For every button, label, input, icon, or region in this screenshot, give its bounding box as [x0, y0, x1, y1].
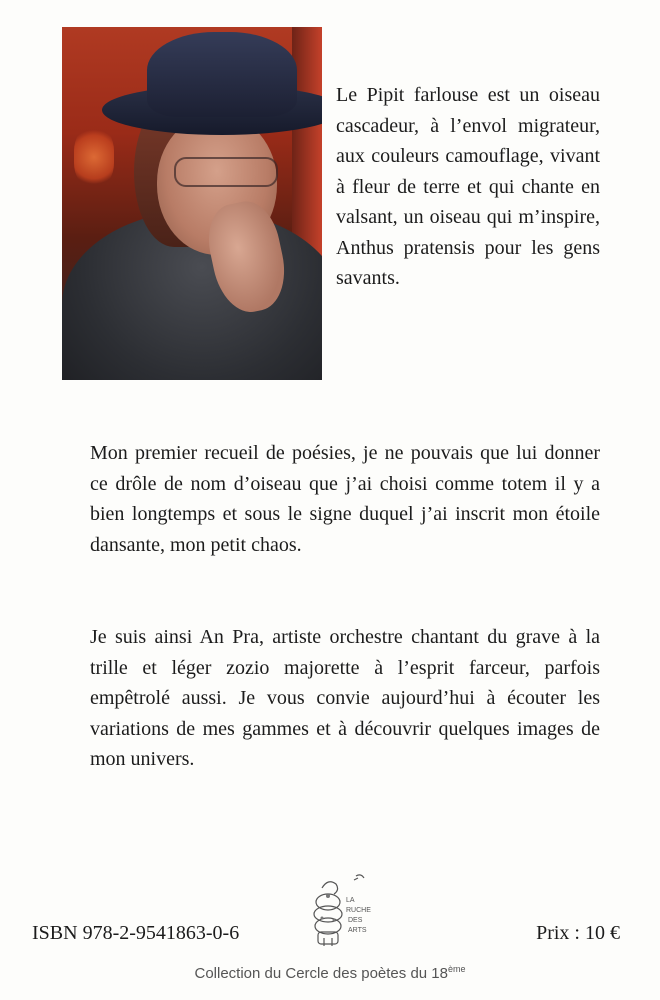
collection-text: Collection du Cercle des poètes du 18: [194, 965, 448, 982]
collection-intro-paragraph: Mon premier recueil de poésies, je ne pouvais que lui donner ce drôle de nom d’oiseau que j’ai choisi comme totem il y a bien longtemps et sous le signe duquel j’ai inscrit mon étoile dansante, mon petit chaos.: [90, 442, 600, 556]
author-photo: [62, 27, 322, 380]
logo-text-la: LA: [346, 897, 355, 904]
isbn-label: ISBN 978-2-9541863-0-6: [32, 922, 240, 944]
logo-text-des: DES: [348, 917, 363, 924]
logo-text-arts: ARTS: [348, 927, 367, 934]
price-label: Prix : 10 €: [536, 922, 620, 944]
publisher-logo: [300, 868, 380, 950]
collection-footer: [0, 964, 660, 982]
author-intro-paragraph: Je suis ainsi An Pra, artiste orchestre chantant du grave à la trille et léger zozio majorette à l’esprit farceur, parfois empêtrolé aussi. Je vous convie aujourd’hui à écouter les variations de mes gammes et à découvrir quelques images de mon univers.: [90, 626, 600, 770]
bird-description: Le Pipit farlouse est un oiseau cascadeur, à l’envol migrateur, aux couleurs camouflage, vivant à fleur de terre et qui chante en valsant, un oiseau qui m’inspire, Anthus pratensis pour les gens savants.: [336, 84, 600, 289]
collection-superscript: ème: [447, 964, 466, 974]
logo-text-ruche: RUCHE: [346, 907, 371, 914]
